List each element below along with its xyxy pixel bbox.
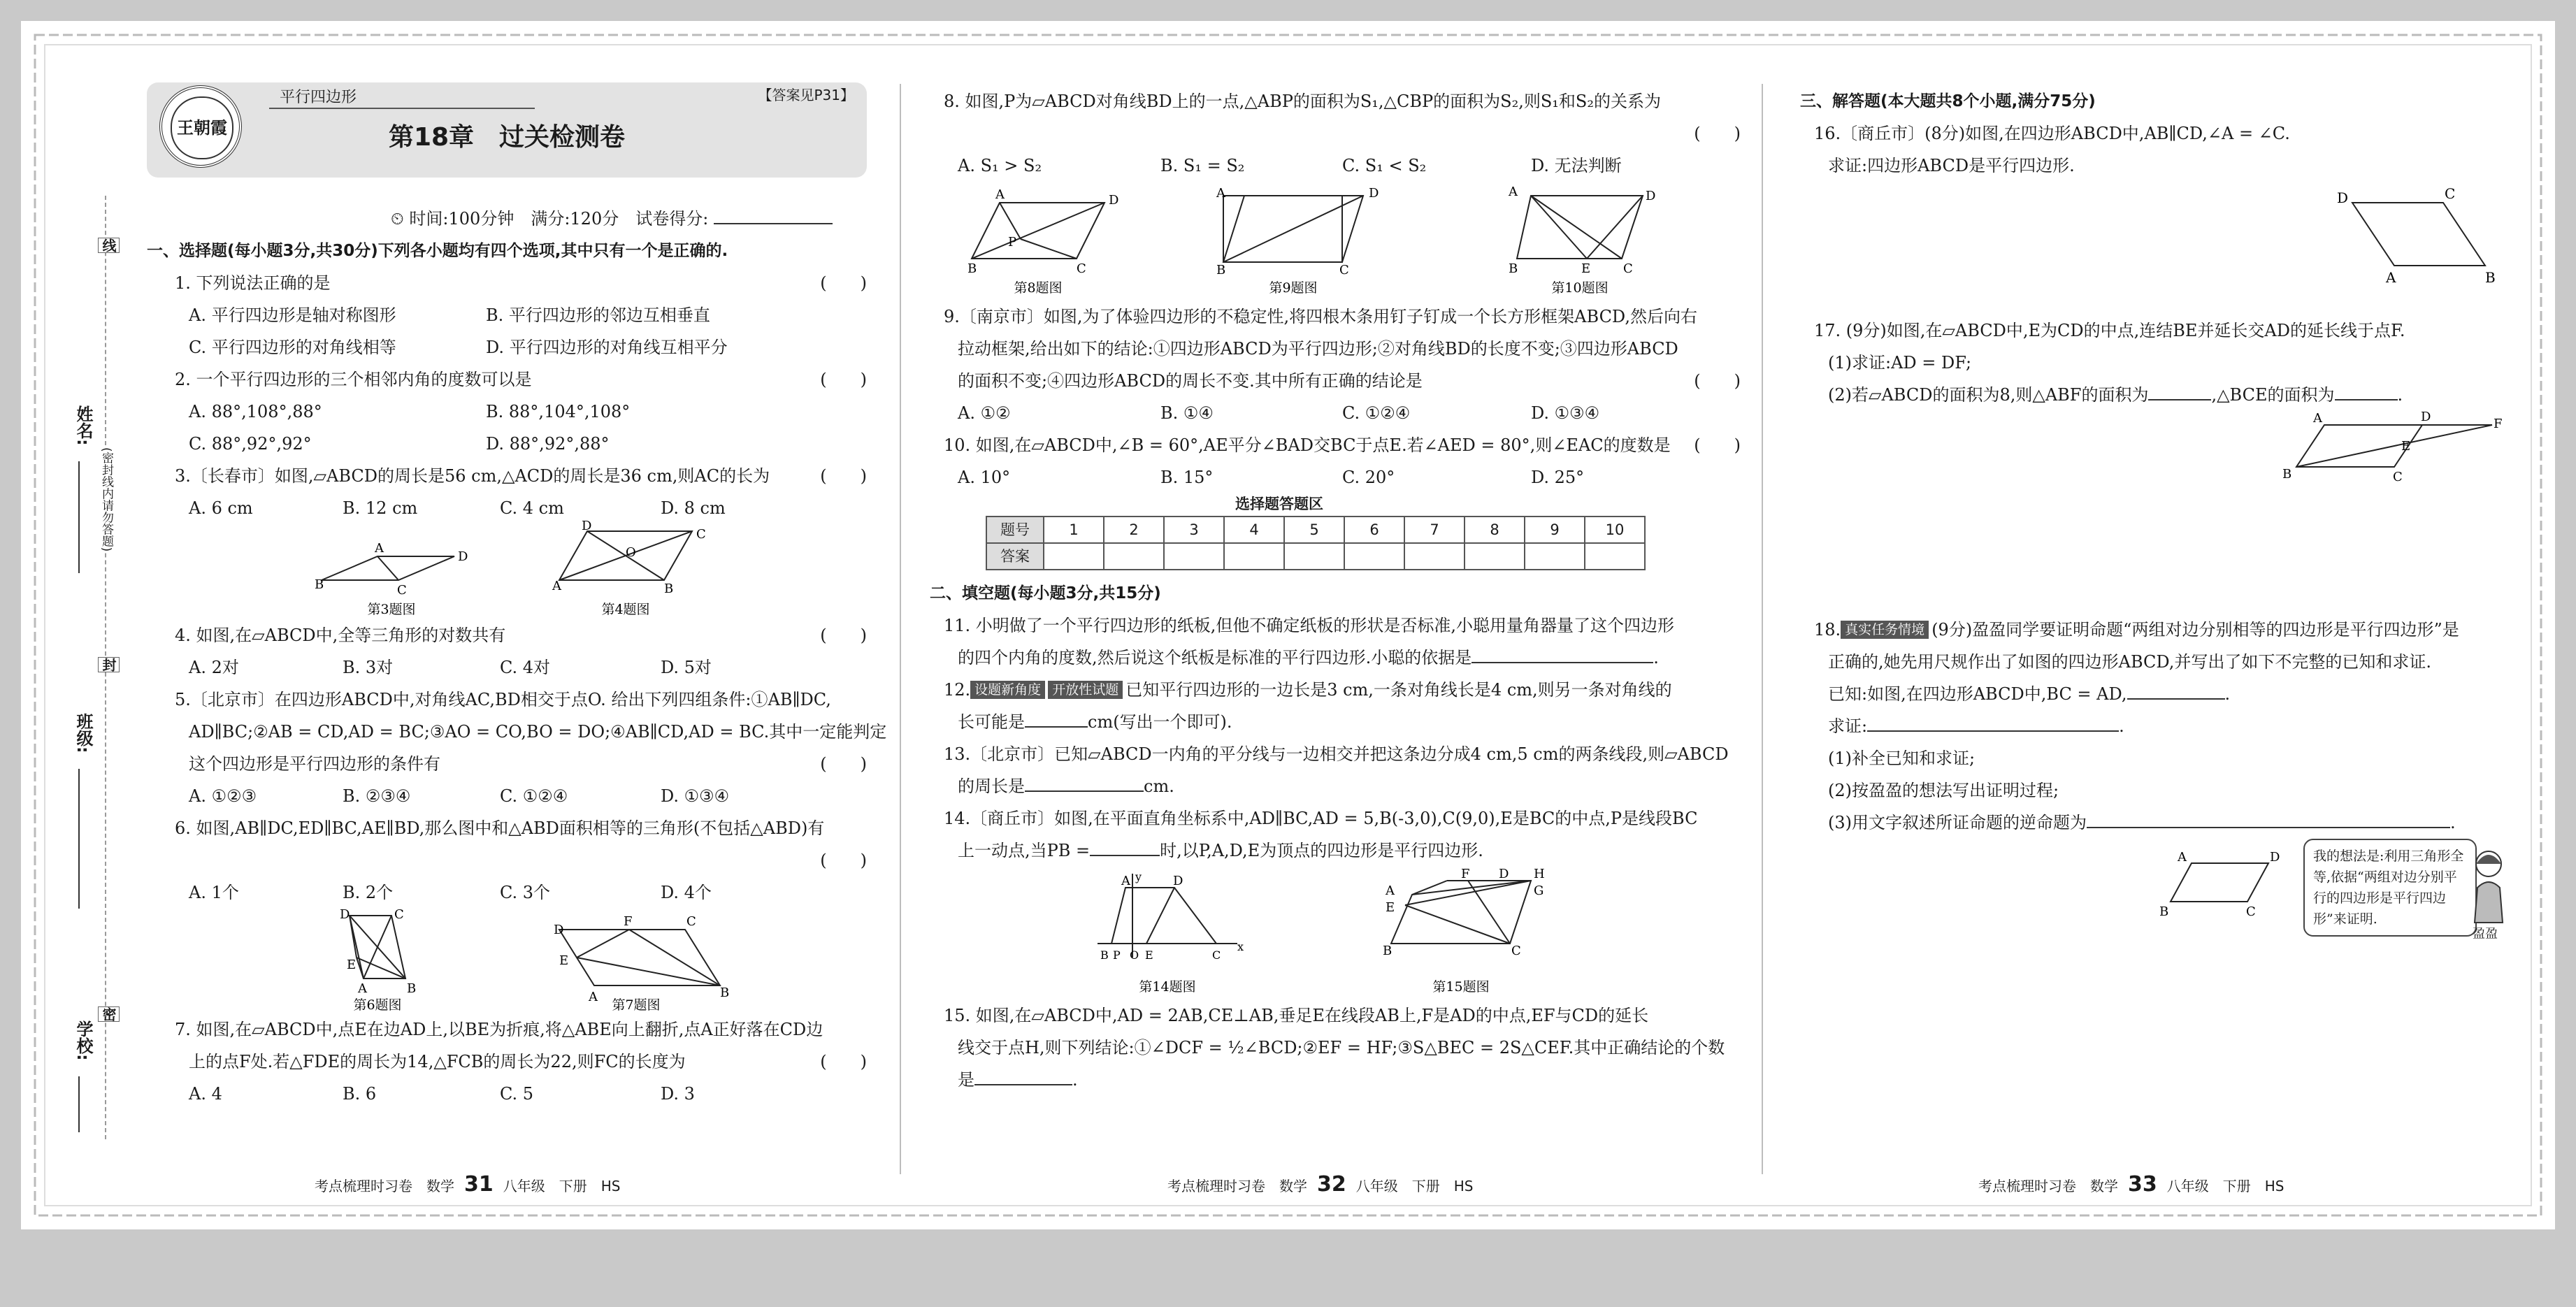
- q6-option-d: D. 4个: [661, 883, 712, 902]
- q3-option-b: B. 12 cm: [343, 498, 418, 518]
- svg-text:P: P: [1008, 235, 1017, 250]
- q10-answer-paren[interactable]: ( ): [1694, 435, 1741, 455]
- q4-stem: 4. 如图,在▱ABCD中,全等三角形的对数共有: [175, 626, 506, 645]
- svg-text:B: B: [2282, 467, 2292, 482]
- svg-text:B: B: [1216, 263, 1226, 277]
- svg-text:C: C: [1212, 948, 1221, 962]
- school-field[interactable]: [78, 1076, 80, 1132]
- q1-option-c: C. 平行四边形的对角线相等: [189, 338, 396, 357]
- q15-line3: 是: [958, 1070, 974, 1090]
- svg-text:D: D: [1499, 867, 1509, 881]
- svg-text:C: C: [1077, 261, 1086, 276]
- q17-line3a: (2)若▱ABCD的面积为8,则△ABF的面积为: [1828, 385, 2149, 405]
- class-field[interactable]: [78, 769, 80, 909]
- logo-text: 王朝霞: [171, 96, 233, 159]
- q14-line2a: 上一动点,当PB =: [958, 841, 1091, 860]
- svg-text:G: G: [1534, 883, 1544, 898]
- q9-line3: 的面积不变;④四边形ABCD的周长不变.其中所有正确的结论是: [958, 371, 1423, 391]
- svg-text:P: P: [1113, 948, 1121, 962]
- q3-answer-paren[interactable]: ( ): [820, 466, 867, 486]
- q18-number: 18.: [1814, 620, 1841, 640]
- footer-right: 八年级 下册 HS: [2166, 1178, 2284, 1194]
- page-title: 第18章 过关检测卷: [388, 123, 626, 152]
- svg-text:C: C: [686, 914, 696, 929]
- q16-line2: 求证:四边形ABCD是平行四边形.: [1828, 156, 2075, 175]
- answer-cell[interactable]: [1404, 543, 1465, 570]
- q5-option-c: C. ①②④: [500, 786, 568, 806]
- answer-cell[interactable]: [1044, 543, 1104, 570]
- answer-number: 3: [1164, 517, 1224, 543]
- svg-text:H: H: [1534, 867, 1545, 881]
- q9-line2: 拉动框架,给出如下的结论:①四边形ABCD为平行四边形;②对角线BD的长度不变;③四边形ABCD: [958, 339, 1678, 359]
- q18-converse-blank[interactable]: [2087, 809, 2450, 828]
- q10-option-c: C. 20°: [1342, 468, 1395, 487]
- q6-q7-figures: [315, 909, 748, 1013]
- clock-icon: ⏲: [391, 209, 404, 229]
- q8-figure: [972, 203, 1104, 259]
- svg-text:A: A: [2313, 411, 2322, 426]
- q3-option-c: C. 4 cm: [500, 498, 564, 518]
- q7-answer-paren[interactable]: ( ): [820, 1052, 867, 1071]
- svg-text:E: E: [347, 958, 357, 972]
- q8-caption: 第8题图: [1014, 280, 1063, 296]
- q1-option-a: A. 平行四边形是轴对称图形: [189, 305, 396, 325]
- svg-text:O: O: [1130, 948, 1139, 962]
- svg-text:B: B: [720, 985, 730, 1000]
- q4-option-d: D. 5对: [661, 658, 712, 677]
- page-number: 32: [1317, 1172, 1346, 1197]
- q9-figure: [1223, 196, 1363, 262]
- q12-tag-open: 开放性试题: [1048, 681, 1123, 699]
- exam-sheet: [21, 21, 2555, 1229]
- q15-line1: 15. 如图,在▱ABCD中,AD = 2AB,CE⊥AB,垂足E在线段AB上,F是AD的中点,EF与CD的延长: [944, 1006, 1649, 1025]
- answer-number: 4: [1224, 517, 1284, 543]
- svg-text:D: D: [2270, 850, 2280, 865]
- footer-left: 考点梳理时习卷 数学: [1978, 1178, 2118, 1194]
- svg-text:O: O: [626, 545, 636, 560]
- answer-table: [986, 516, 1646, 570]
- q17-line3b: ,△BCE的面积为: [2211, 385, 2335, 405]
- q14-answer-blank[interactable]: [1090, 837, 1160, 856]
- q3-option-a: A. 6 cm: [189, 498, 253, 518]
- q18-line7: (3)用文字叙述所证命题的逆命题为: [1828, 813, 2087, 832]
- seal-line-char: 线: [98, 238, 120, 253]
- q3-stem: 3.〔长春市〕如图,▱ABCD的周长是56 cm,△ACD的周长是36 cm,则AC的长为: [175, 466, 770, 486]
- q8-answer-paren[interactable]: ( ): [1694, 124, 1741, 143]
- q8-q10-figures: [967, 182, 1699, 301]
- answer-cell[interactable]: [1525, 543, 1585, 570]
- page-number: 33: [2128, 1172, 2157, 1197]
- class-label: 班级:: [73, 713, 93, 753]
- q18-prove-blank[interactable]: [1867, 712, 2119, 732]
- svg-text:E: E: [559, 953, 569, 968]
- svg-text:A: A: [2178, 850, 2187, 865]
- q5-line1: 5.〔北京市〕在四边形ABCD中,对角线AC,BD相交于点O. 给出下列四组条件:①AB∥DC,: [175, 690, 831, 709]
- q7-caption: 第7题图: [612, 997, 661, 1013]
- q9-option-c: C. ①②④: [1342, 403, 1411, 423]
- answer-number: 5: [1284, 517, 1344, 543]
- q15-figure: [1391, 881, 1531, 944]
- footer-right: 八年级 下册 HS: [503, 1178, 621, 1194]
- chapter-topic: 平行四边形: [280, 89, 357, 106]
- page-number: 31: [464, 1172, 494, 1197]
- answer-table-area: [930, 493, 1741, 577]
- q10-option-d: D. 25°: [1531, 468, 1585, 487]
- q2-option-b: B. 88°,104°,108°: [486, 402, 631, 421]
- name-label: 姓名:: [73, 405, 93, 446]
- svg-text:A: A: [2386, 269, 2396, 286]
- q10-option-b: B. 15°: [1160, 468, 1214, 487]
- answer-table-title: 选择题答题区: [1235, 496, 1323, 512]
- svg-text:D: D: [340, 907, 350, 922]
- svg-text:A: A: [1216, 186, 1225, 201]
- answer-cell[interactable]: [1164, 543, 1224, 570]
- answer-number: 7: [1404, 517, 1465, 543]
- svg-text:E: E: [1581, 261, 1591, 276]
- svg-text:D: D: [1369, 186, 1379, 201]
- girl-name: 盈盈: [2473, 927, 2498, 941]
- answer-table-answer-row: [986, 543, 1645, 570]
- girl-avatar: [2468, 846, 2510, 930]
- answer-cell[interactable]: [1224, 543, 1284, 570]
- q7-line2: 上的点F处.若△FDE的周长为14,△FCB的周长为22,则FC的长度为: [189, 1052, 686, 1071]
- q9-caption: 第9题图: [1269, 280, 1318, 296]
- q14-line1: 14.〔商丘市〕如图,在平面直角坐标系中,AD∥BC,AD = 5,B(-3,0),C(9,0),E是BC的中点,P是线段BC: [944, 809, 1698, 828]
- q6-option-b: B. 2个: [343, 883, 394, 902]
- q10-caption: 第10题图: [1551, 280, 1609, 296]
- q5-option-d: D. ①③④: [661, 786, 730, 806]
- page-31: [147, 203, 887, 1307]
- footer-right: 八年级 下册 HS: [1355, 1178, 1474, 1194]
- footer-left: 考点梳理时习卷 数学: [1167, 1178, 1307, 1194]
- q4-caption: 第4题图: [601, 602, 650, 617]
- svg-text:D: D: [2337, 189, 2349, 206]
- answer-table-row-label: 题号: [986, 517, 1044, 543]
- svg-text:B: B: [315, 577, 324, 592]
- q3-option-d: D. 8 cm: [661, 498, 726, 518]
- q6-option-c: C. 3个: [500, 883, 551, 902]
- q7-option-b: B. 6: [343, 1084, 377, 1104]
- q4-option-c: C. 4对: [500, 658, 551, 677]
- answer-number: 8: [1465, 517, 1525, 543]
- svg-text:E: E: [2401, 439, 2411, 454]
- answer-ref: 【答案见P31】: [758, 87, 854, 103]
- q18-thought-bubble: 我的想法是:利用三角形全等,依据“两组对边分别平行的四边形是平行四边形”来证明.: [2303, 839, 2477, 937]
- q2-option-a: A. 88°,108°,88°: [189, 402, 322, 421]
- q11-line1: 11. 小明做了一个平行四边形的纸板,但他不确定纸板的形状是否标准,小聪用量角器量了这个四边形: [944, 616, 1675, 635]
- q5-option-b: B. ②③④: [343, 786, 411, 806]
- svg-text:A: A: [1509, 185, 1518, 199]
- q8-option-a: A. S₁ > S₂: [958, 156, 1042, 175]
- q18-tag: 真实任务情境: [1841, 621, 1929, 639]
- answer-number: 2: [1104, 517, 1164, 543]
- q18-line1: (9分)盈盈同学要证明命题“两组对边分别相等的四边形是平行四边形”是: [1931, 620, 2459, 640]
- answer-cell[interactable]: [1104, 543, 1164, 570]
- q17-blank-abf[interactable]: [2148, 381, 2211, 400]
- q2-stem: 2. 一个平行四边形的三个相邻内角的度数可以是: [175, 370, 532, 389]
- svg-text:A: A: [1386, 883, 1395, 898]
- q12-line2a: 长可能是: [958, 712, 1025, 732]
- svg-text:F: F: [624, 914, 633, 929]
- svg-text:B: B: [2485, 269, 2496, 286]
- page-32: 8. 如图,P为▱ABCD对角线BD上的一点,△ABP的面积为S₁,△CBP的面积为S₂,则S₁和S₂的关系为 ( ) A. S₁ > S₂ B. S₁ = S₂ C. S₁ < S₂ D. 无法判断 A D B C P 第8题图 A D B C 第9题图 A D B E C 第10题图 9.〔南京市〕如图,为了体验四边形的不稳定性,将四根木条用钉子钉成一个长方形框架ABCD,然后向右 拉动框架,给出如下的结论:①四边形ABCD为平行四边形;②对角线BD的长度不变;③四边形ABCD 的面积不变;④四边形ABCD的周长不变.其中所有正确的结论是 ( ) A. ①② B. ①④ C. ①②④ D. ①③④ 10. 如图,在▱ABCD中,∠B = 60°,AE平分∠BAD交BC于点E.若∠AED = 80°,则∠EAC的度数是 ( ) A. 10° B. 15° C. 20° D. 25° 选择题答题区 题号 1 2 3 4 5 6 7 8 9 10 答案 二、填空题(每小题3分,共15分) 11. 小明做了一个平行四边形的纸板,但他不确定纸板的形状是否标准,小聪用量角器量了这个四边形 的四个内角的度数,然后说这个纸板是标准的平行四边形.小聪的依据是 . 12. 设题新角度 开放性试题 已知平行四边形的一边长是3 cm,一条对角线长是4 cm,则另一条对角线的 长可能是 cm(写出一个即可). 13.〔北京市〕已知▱ABCD一内角的平分线与一边相交并把这条边分成4 cm,5 cm的两条线段,则▱ABCD 的周长是 cm. 14.〔商丘市〕如图,在平面直角坐标系中,AD∥BC,AD = 5,B(-3,0),C(9,0),E是BC的中点,P是线段BC 上一动点,当PB = 时,以P,A,D,E为顶点的四边形是平行四边形. x y A D B P O E C 第14题图 E A F D H G B C 第15题图 15. 如图,在▱ABCD中,AD = 2AB,CE⊥AB,垂足E在线段AB上,F是AD的中点,EF与CD的延长 线交于点H,则下列结论:①∠DCF = ½∠BCD;②EF = HF;③S△BEC = 2S△CEF.其中正确结论的个数 是 .: [930, 85, 1741, 1190]
- svg-text:C: C: [2393, 470, 2403, 484]
- q3-figure: [322, 556, 454, 580]
- q17-blank-bce[interactable]: [2335, 381, 2398, 400]
- answer-table-number-row: [986, 517, 1645, 543]
- header-banner: [147, 82, 867, 178]
- svg-text:C: C: [1339, 263, 1349, 277]
- q18-line5: (1)补全已知和求证;: [1828, 749, 1976, 768]
- svg-text:C: C: [2445, 185, 2456, 202]
- footer-page-33: [1978, 1172, 2284, 1197]
- q4-option-a: A. 2对: [189, 658, 239, 677]
- q17-line2: (1)求证:AD = DF;: [1828, 353, 1972, 373]
- svg-text:E: E: [1145, 948, 1153, 962]
- q7-option-a: A. 4: [189, 1084, 222, 1104]
- q12-line2b: cm(写出一个即可).: [1088, 712, 1232, 732]
- q10-figure: [1517, 196, 1643, 259]
- name-field[interactable]: [78, 461, 80, 573]
- svg-text:B: B: [1383, 944, 1393, 958]
- svg-text:C: C: [1623, 261, 1633, 276]
- q4-answer-paren[interactable]: ( ): [820, 626, 867, 645]
- q17-line1: 17. (9分)如图,在▱ABCD中,E为CD的中点,连结BE并延长交AD的延长线于点F.: [1814, 321, 2405, 340]
- q16-figure: [2331, 182, 2499, 287]
- q2-answer-paren[interactable]: ( ): [820, 370, 867, 389]
- svg-text:F: F: [2494, 417, 2503, 431]
- q5-line2: AD∥BC;②AB = CD,AD = BC;③AO = CO,BO = DO;④AB∥CD,AD = BC.其中一定能判定: [189, 722, 887, 742]
- q14-caption: 第14题图: [1139, 979, 1196, 995]
- q7-option-d: D. 3: [661, 1084, 695, 1104]
- q18-line2: 正确的,她先用尺规作出了如图的四边形ABCD,并写出了如下不完整的已知和求证.: [1828, 652, 2432, 672]
- seal-mi-char: 密: [98, 1006, 120, 1022]
- svg-text:A: A: [375, 541, 384, 556]
- answer-number: 10: [1585, 517, 1645, 543]
- svg-text:B: B: [407, 981, 417, 996]
- section3-heading: 三、解答题(本大题共8个小题,满分75分): [1800, 92, 2096, 110]
- q2-option-c: C. 88°,92°,92°: [189, 434, 312, 454]
- svg-text:D: D: [554, 923, 564, 937]
- svg-text:D: D: [1646, 189, 1656, 203]
- column-divider: [1762, 84, 1763, 1174]
- q1-option-b: B. 平行四边形的邻边互相垂直: [486, 305, 710, 325]
- q15-caption: 第15题图: [1432, 979, 1490, 995]
- q5-line3: 这个四边形是平行四边形的条件有: [189, 754, 440, 774]
- q12-line1: 已知平行四边形的一边长是3 cm,一条对角线长是4 cm,则另一条对角线的: [1125, 680, 1672, 700]
- svg-text:C: C: [397, 583, 407, 598]
- page-33: 三、解答题(本大题共8个小题,满分75分) 16.〔商丘市〕(8分)如图,在四边形ABCD中,AB∥CD,∠A = ∠C. 求证:四边形ABCD是平行四边形. D C A B 17. (9分)如图,在▱ABCD中,E为CD的中点,连结BE并延长交AD的延长线于点F. (1)求证:AD = DF; (2)若▱ABCD的面积为8,则△ABF的面积为 ,△BCE的面积为 . A D F E B C 18. 真实任务情境 (9分)盈盈同学要证明命题“两组对边分别相等的四边形是平行四边形”是 正确的,她先用尺规作出了如图的四边形ABCD,并写出了如下不完整的已知和求证. 已知:如图,在四边形ABCD中,BC = AD, . 求证: . (1)补全已知和求证; (2)按盈盈的想法写出证明过程; (3)用文字叙述所证命题的逆命题为 . A D B C 我的想法是:利用三角形全等,依据“两组对边分别平行的四边形是平行四边形”来证明. 盈盈: [1800, 85, 2499, 1190]
- q14-q15-figures: [1098, 867, 1601, 999]
- q1-option-d: D. 平行四边形的对角线互相平分: [486, 338, 728, 357]
- q12-tag-new-angle: 设题新角度: [970, 681, 1045, 699]
- svg-text:B: B: [2159, 904, 2169, 919]
- q14-line2b: 时,以P,A,D,E为顶点的四边形是平行四边形.: [1160, 841, 1483, 860]
- q6-stem: 6. 如图,AB∥DC,ED∥BC,AE∥BD,那么图中和△ABD面积相等的三角形(不包括△ABD)有: [175, 818, 825, 838]
- svg-text:C: C: [394, 907, 404, 922]
- q11-answer-blank[interactable]: [1472, 644, 1653, 663]
- answer-cell[interactable]: [1465, 543, 1525, 570]
- svg-text:B: B: [664, 582, 674, 596]
- svg-text:B: B: [1100, 948, 1109, 962]
- section2-heading: 二、填空题(每小题3分,共15分): [930, 584, 1161, 602]
- column-divider: [900, 84, 901, 1174]
- svg-text:C: C: [2246, 904, 2256, 919]
- q16-line1: 16.〔商丘市〕(8分)如图,在四边形ABCD中,AB∥CD,∠A = ∠C.: [1814, 124, 2290, 143]
- answer-cell[interactable]: [1585, 543, 1645, 570]
- answer-number: 1: [1044, 517, 1104, 543]
- seal-feng-char: 封: [98, 657, 120, 672]
- q2-option-d: D. 88°,92°,88°: [486, 434, 610, 454]
- svg-text:A: A: [552, 579, 561, 593]
- answer-number: 9: [1525, 517, 1585, 543]
- q5-answer-paren[interactable]: ( ): [820, 754, 867, 774]
- q15-answer-blank[interactable]: [974, 1066, 1072, 1085]
- footer-left: 考点梳理时习卷 数学: [315, 1178, 454, 1194]
- svg-text:D: D: [1173, 874, 1183, 888]
- answer-number: 6: [1344, 517, 1404, 543]
- svg-text:D: D: [582, 519, 592, 533]
- q15-line2: 线交于点H,则下列结论:①∠DCF = ½∠BCD;②EF = HF;③S△BEC = 2S△CEF.其中正确结论的个数: [958, 1038, 1725, 1057]
- q18-figure: [2157, 846, 2296, 923]
- q6-answer-paren[interactable]: ( ): [820, 851, 867, 870]
- q8-option-b: B. S₁ = S₂: [1160, 156, 1245, 175]
- q7-line1: 7. 如图,在▱ABCD中,点E在边AD上,以BE为折痕,将△ABE向上翻折,点A正好落在CD边: [175, 1020, 823, 1039]
- seal-warning: (密封线内请勿答题): [98, 447, 115, 551]
- q18-line6: (2)按盈盈的想法写出证明过程;: [1828, 781, 2059, 800]
- svg-text:A: A: [1121, 874, 1130, 888]
- binding-margin: [63, 196, 140, 1139]
- q7-figure: [559, 930, 720, 985]
- q1-stem: 1. 下列说法正确的是: [175, 273, 331, 293]
- q12-answer-blank[interactable]: [1025, 708, 1088, 728]
- svg-text:D: D: [458, 549, 468, 564]
- q13-line1: 13.〔北京市〕已知▱ABCD一内角的平分线与一边相交并把这条边分成4 cm,5 cm的两条线段,则▱ABCD: [944, 744, 1729, 764]
- score-blank[interactable]: [714, 205, 833, 224]
- answer-table-row-label: 答案: [986, 543, 1044, 570]
- q3-caption: 第3题图: [367, 602, 416, 617]
- svg-text:C: C: [1511, 944, 1521, 958]
- svg-text:x: x: [1237, 940, 1244, 953]
- q3-q4-figures: [315, 519, 748, 619]
- q17-figure: [2282, 411, 2513, 495]
- q8-stem: 8. 如图,P为▱ABCD对角线BD上的一点,△ABP的面积为S₁,△CBP的面积为S₂,则S₁和S₂的关系为: [944, 92, 1661, 111]
- svg-text:y: y: [1135, 870, 1142, 883]
- svg-text:B: B: [1509, 261, 1518, 276]
- svg-text:B: B: [967, 261, 977, 276]
- q1-answer-paren[interactable]: ( ): [820, 273, 867, 293]
- svg-text:D: D: [2421, 410, 2431, 424]
- q7-option-c: C. 5: [500, 1084, 534, 1104]
- q9-answer-paren[interactable]: ( ): [1694, 371, 1741, 391]
- q9-option-d: D. ①③④: [1531, 403, 1600, 423]
- q8-option-d: D. 无法判断: [1531, 156, 1622, 175]
- q13-answer-blank[interactable]: [1025, 772, 1144, 792]
- q9-line1: 9.〔南京市〕如图,为了体验四边形的不稳定性,将四根木条用钉子钉成一个长方形框架ABCD,然后向右: [944, 307, 1697, 326]
- footer-page-32: [1167, 1172, 1473, 1197]
- svg-text:E: E: [1386, 900, 1395, 915]
- svg-text:A: A: [589, 990, 598, 1004]
- q13-line2a: 的周长是: [958, 777, 1025, 796]
- q5-option-a: A. ①②③: [189, 786, 257, 806]
- q14-figure: [1098, 874, 1237, 958]
- q11-line2: 的四个内角的度数,然后说这个纸板是标准的平行四边形.小聪的依据是: [958, 648, 1472, 667]
- answer-cell[interactable]: [1344, 543, 1404, 570]
- section1-heading: 一、选择题(每小题3分,共30分)下列各小题均有四个选项,其中只有一个是正确的.: [147, 242, 728, 260]
- q6-option-a: A. 1个: [189, 883, 239, 902]
- svg-text:F: F: [1461, 867, 1470, 881]
- q10-stem: 10. 如图,在▱ABCD中,∠B = 60°,AE平分∠BAD交BC于点E.若∠AED = 80°,则∠EAC的度数是: [944, 435, 1671, 455]
- q10-option-a: A. 10°: [958, 468, 1011, 487]
- school-label: 学校:: [73, 1020, 93, 1061]
- footer-page-31: [315, 1172, 620, 1197]
- q13-line2b: cm.: [1144, 777, 1174, 796]
- svg-text:D: D: [1109, 193, 1119, 208]
- time-score: 时间:100分钟 满分:120分 试卷得分:: [409, 209, 709, 229]
- q9-option-a: A. ①②: [958, 403, 1011, 423]
- q9-option-b: B. ①④: [1160, 403, 1214, 423]
- q18-line4: 求证:: [1828, 716, 1868, 736]
- q18-line3: 已知:如图,在四边形ABCD中,BC = AD,: [1828, 684, 2127, 704]
- q18-given-blank[interactable]: [2127, 680, 2225, 700]
- q4-option-b: B. 3对: [343, 658, 394, 677]
- svg-text:C: C: [696, 527, 706, 542]
- svg-text:A: A: [995, 187, 1005, 202]
- q12-number: 12.: [944, 680, 971, 700]
- q6-caption: 第6题图: [353, 997, 402, 1013]
- q8-option-c: C. S₁ < S₂: [1342, 156, 1427, 175]
- svg-text:A: A: [358, 981, 367, 996]
- answer-cell[interactable]: [1284, 543, 1344, 570]
- q6-figure: [350, 916, 405, 979]
